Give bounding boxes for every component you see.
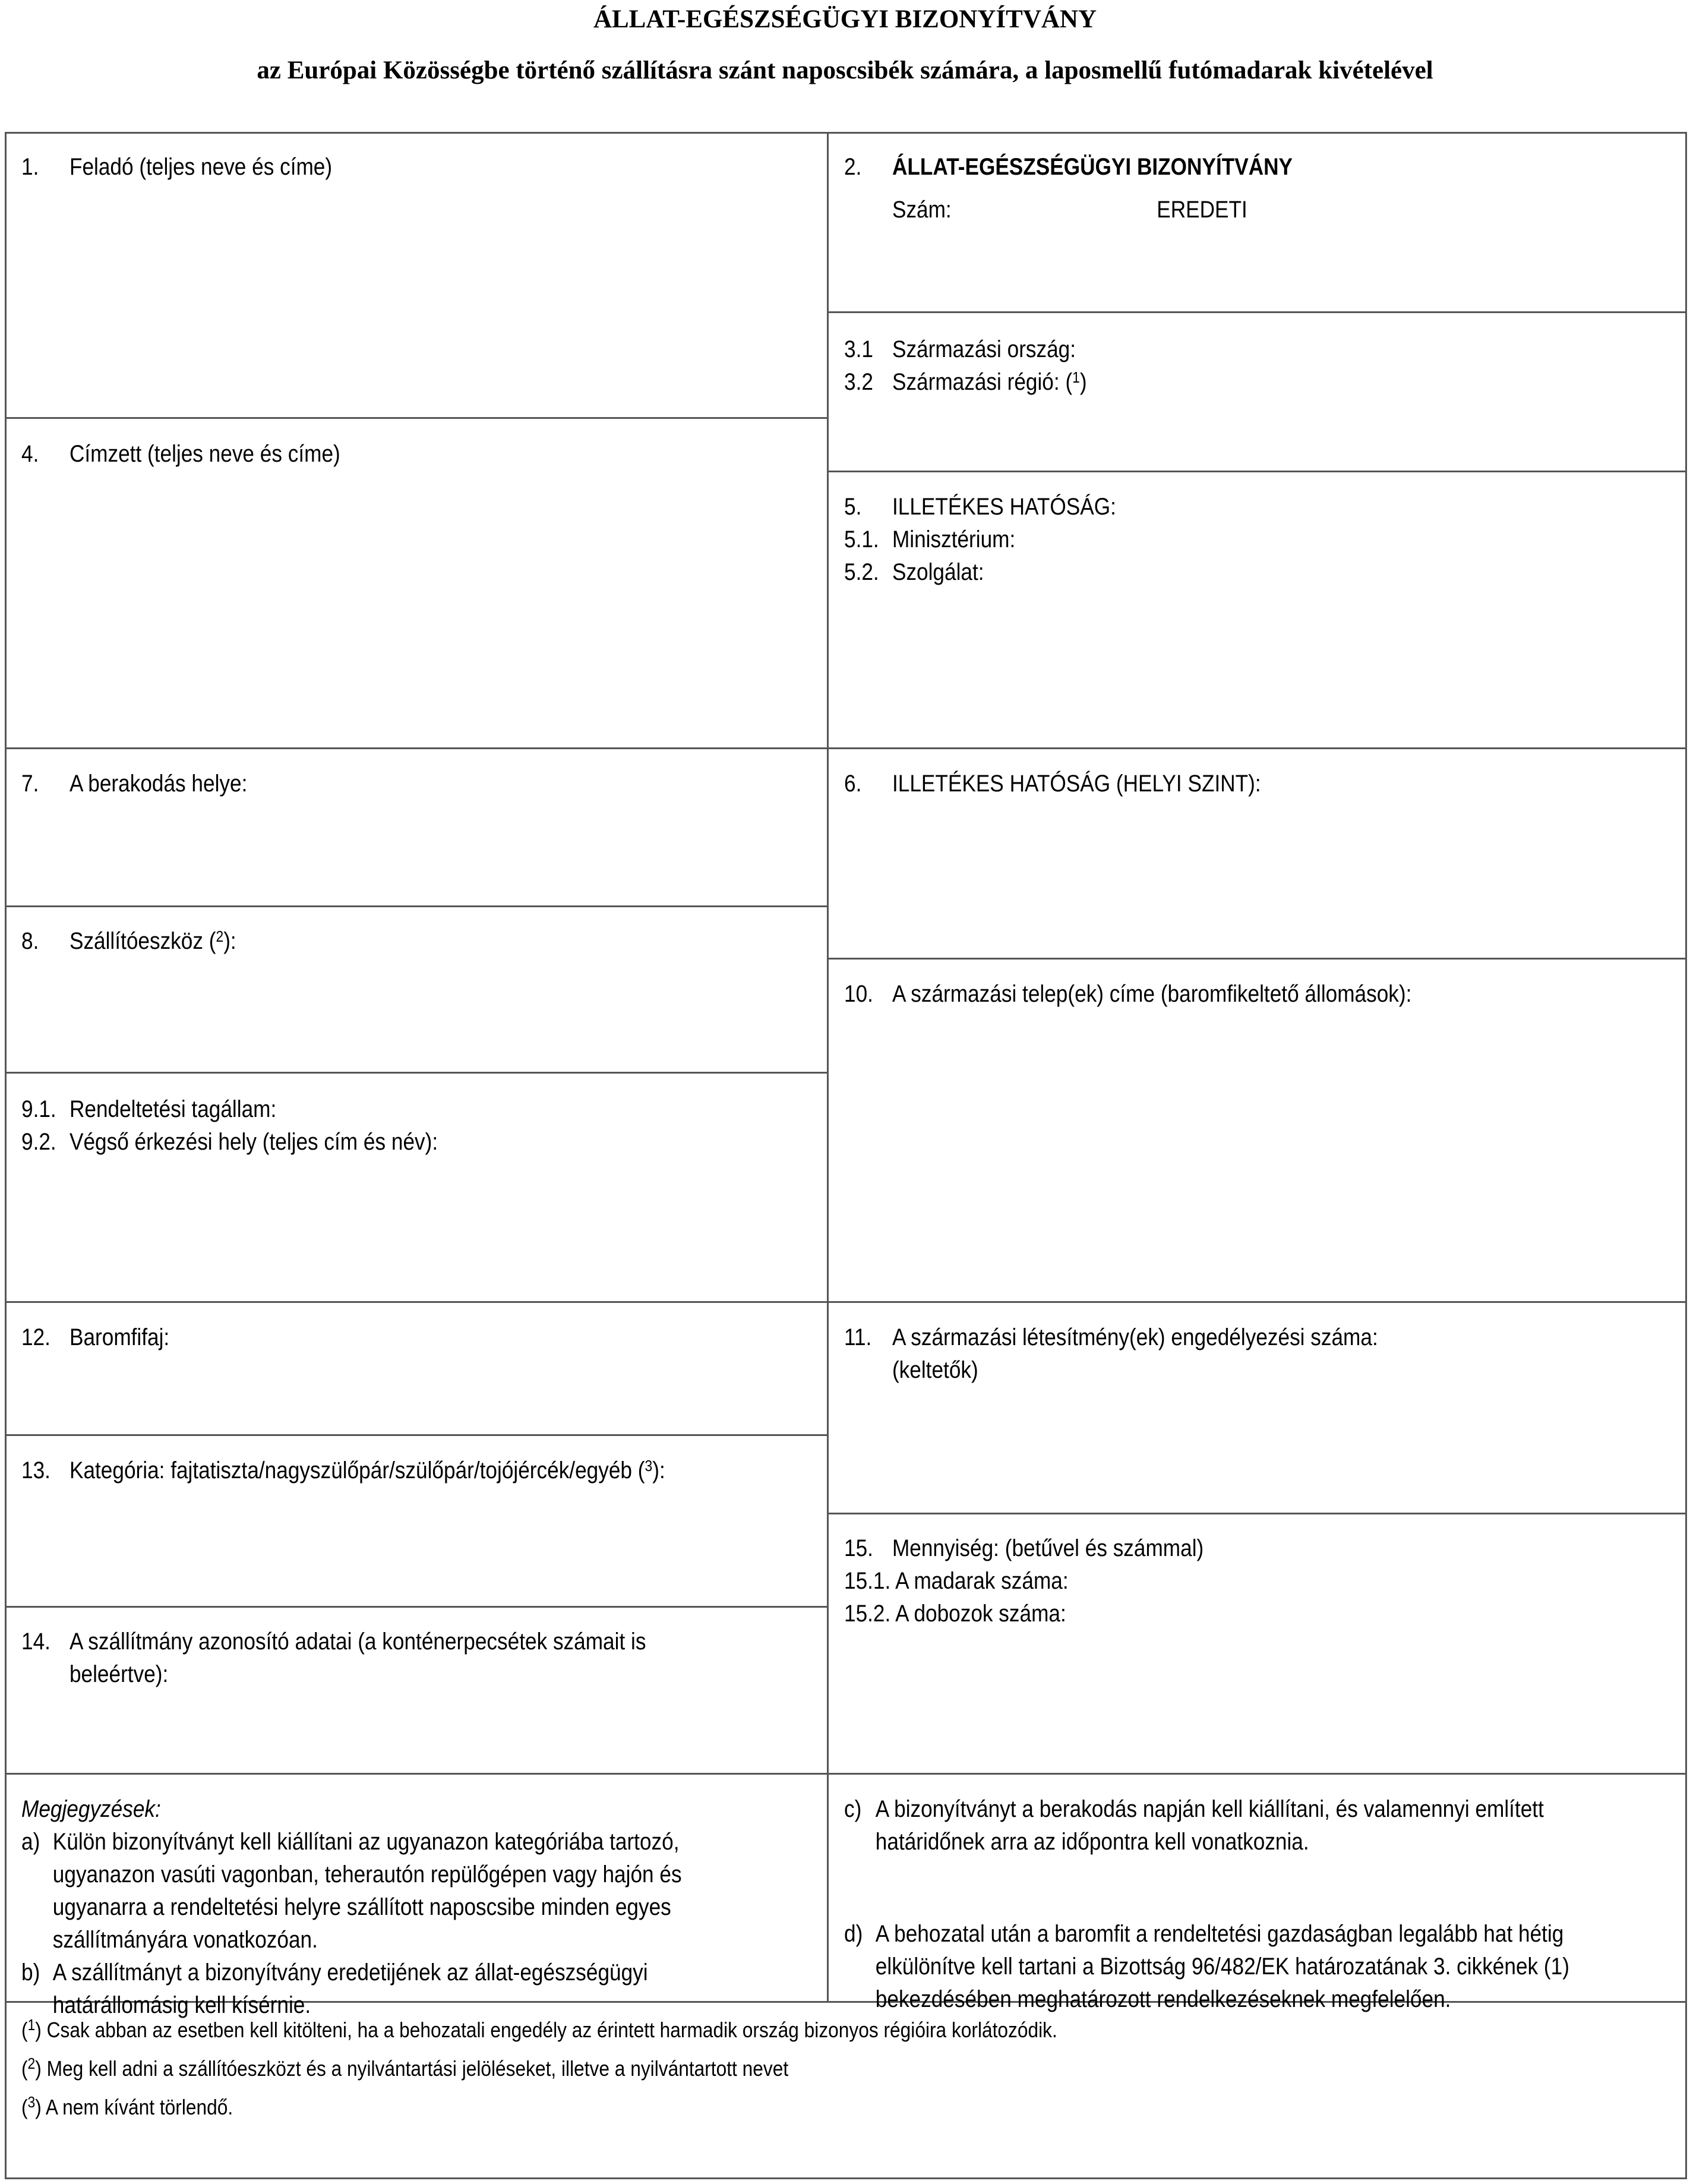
divider-line [827, 311, 1687, 313]
note-a-line: ugyanarra a rendeltetési helyre szállított naposcsibe minden egyes [52, 1894, 671, 1920]
authority-label: ILLETÉKES HATÓSÁG: [892, 494, 1116, 520]
note-d-line: bekezdésében meghatározott rendelkezéseknek megfelelően. [875, 1986, 1451, 2012]
divider-line [5, 1606, 829, 1608]
box-number: 7. [21, 771, 39, 797]
box-number: 5. [844, 494, 862, 520]
note-b-line: határállomásig kell kísérnie. [52, 1992, 311, 2018]
divider-line [5, 417, 829, 419]
footnote: ($^2$) Meg kell adni a szállítóeszközt és a nyilvántartási jelöléseket, illetve a nyilvántartott nevet [21, 2054, 789, 2081]
note-a-line: szállítmányára vonatkozóan. [52, 1927, 318, 1953]
ministry-label: Minisztérium: [892, 526, 1016, 553]
page-subtitle: az Európai Közösségbe történő szállításra szánt naposcsibék számára, a laposmellű futómadarak kivételével [257, 56, 1433, 84]
divider-line [827, 958, 1687, 960]
note-a-line: ugyanazon vasúti vagonban, teherautón repülőgépen vagy hajón és [52, 1861, 682, 1888]
note-key: d) [844, 1921, 863, 1947]
box-number: 2. [844, 154, 862, 180]
destination-state-label: Rendeltetési tagállam: [69, 1096, 277, 1122]
box-label: A berakodás helye: [69, 771, 248, 797]
origin-country-label: Származási ország: [892, 336, 1076, 362]
box-number: 9.1. [21, 1096, 56, 1122]
note-d-line: elkülönítve kell tartani a Bizottság 96/482/EK határozatának 3. cikkének (1) [875, 1953, 1569, 1980]
box-number: 13. [21, 1457, 50, 1484]
box-label: beleértve): [69, 1661, 169, 1687]
divider-line [5, 1072, 829, 1074]
note-a-line: Külön bizonyítványt kell kiállítani az ugyanazon kategóriába tartozó, [52, 1829, 680, 1855]
footnote: ($^1$) Csak abban az esetben kell kitölteni, ha a behozatali engedély az érintett harmadik ország bizonyos régióira korlátozódik. [21, 2016, 1057, 2042]
box-number: 4. [21, 441, 39, 467]
box-number: 1. [21, 154, 39, 180]
note-c-line: A bizonyítványt a berakodás napján kell kiállítani, és valamennyi említett [875, 1796, 1544, 1822]
notes-left [21, 1793, 682, 2022]
final-destination-label: Végső érkezési hely (teljes cím és név): [69, 1129, 438, 1155]
divider-line [827, 1513, 1687, 1514]
box-number: 9.2. [21, 1129, 56, 1155]
box-number: 12. [21, 1324, 50, 1350]
divider-line [5, 747, 829, 749]
box-number: 8. [21, 928, 39, 954]
box-label: Szállítóeszköz ($^2$): [69, 927, 236, 954]
box-number: 10. [844, 981, 873, 1007]
footnote-ref: 3 [645, 1457, 653, 1475]
bird-count-label: 15.1. A madarak száma: [844, 1568, 1069, 1594]
box-label: Kategória: fajtatiszta/nagyszülőpár/szülőpár/tojójércék/egyéb ($^3$): [69, 1457, 665, 1484]
footnotes [21, 2011, 1057, 2126]
box-label: Feladó (teljes neve és címe) [69, 154, 333, 180]
form-border-left [5, 132, 7, 2179]
column-divider [827, 132, 829, 2001]
box-label: ILLETÉKES HATÓSÁG (HELYI SZINT): [892, 771, 1261, 797]
note-key: a) [21, 1829, 40, 1855]
form-border-right [1685, 132, 1687, 2179]
box-number: 11. [844, 1324, 872, 1350]
divider-line [5, 1434, 829, 1436]
box-label: A származási létesítmény(ek) engedélyezési száma: [892, 1324, 1378, 1350]
note-key: b) [21, 1959, 40, 1986]
page-title: ÁLLAT-EGÉSZSÉGÜGYI BIZONYÍTVÁNY [593, 5, 1097, 33]
footnote-ref: 2 [216, 927, 224, 945]
box-label: Címzett (teljes neve és címe) [69, 441, 340, 467]
service-label: Szolgálat: [892, 559, 984, 585]
divider-line [827, 1301, 1687, 1303]
divider-line [5, 1301, 829, 1303]
box-label: A szállítmány azonosító adatai (a konténerpecsétek számait is [69, 1628, 646, 1655]
note-b-line: A szállítmányt a bizonyítvány eredetijének az állat-egészségügyi [52, 1959, 648, 1986]
box-label: Baromfifaj: [69, 1324, 170, 1350]
number-label: Szám: [892, 197, 952, 223]
box-label: ÁLLAT-EGÉSZSÉGÜGYI BIZONYÍTVÁNY [892, 154, 1293, 180]
divider-line [5, 905, 829, 907]
divider-line [827, 747, 1687, 749]
original-label: EREDETI [1157, 197, 1247, 223]
certificate-form [5, 132, 1687, 2179]
box-number: 5.1. [844, 526, 879, 553]
box-number: 5.2. [844, 559, 879, 585]
box-number: 6. [844, 771, 862, 797]
quantity-label: Mennyiség: (betűvel és számmal) [892, 1535, 1204, 1561]
box-count-label: 15.2. A dobozok száma: [844, 1601, 1066, 1627]
origin-region-label: Származási régió: ($^1$) [892, 368, 1087, 395]
box-number: 14. [21, 1628, 50, 1655]
divider-line [827, 471, 1687, 472]
form-border-top [5, 132, 1687, 134]
box-label: A származási telep(ek) címe (baromfikeltető állomások): [892, 981, 1412, 1007]
divider-line [5, 1773, 1687, 1775]
notes-title: Megjegyzések: [21, 1796, 161, 1822]
note-c-line: határidőnek arra az időpontra kell vonatkoznia. [875, 1829, 1309, 1855]
box-number: 3.2 [844, 369, 873, 395]
note-d-line: A behozatal után a baromfit a rendeltetési gazdaságban legalább hat hétig [875, 1921, 1564, 1947]
box-label: (keltetők) [892, 1357, 978, 1383]
box-number: 3.1 [844, 336, 873, 362]
form-border-bottom [5, 2177, 1687, 2179]
footnote-ref: 1 [1072, 368, 1080, 386]
note-key: c) [844, 1796, 862, 1822]
footnote: ($^3$) A nem kívánt törlendő. [21, 2093, 233, 2119]
box-number: 15. [844, 1535, 873, 1561]
